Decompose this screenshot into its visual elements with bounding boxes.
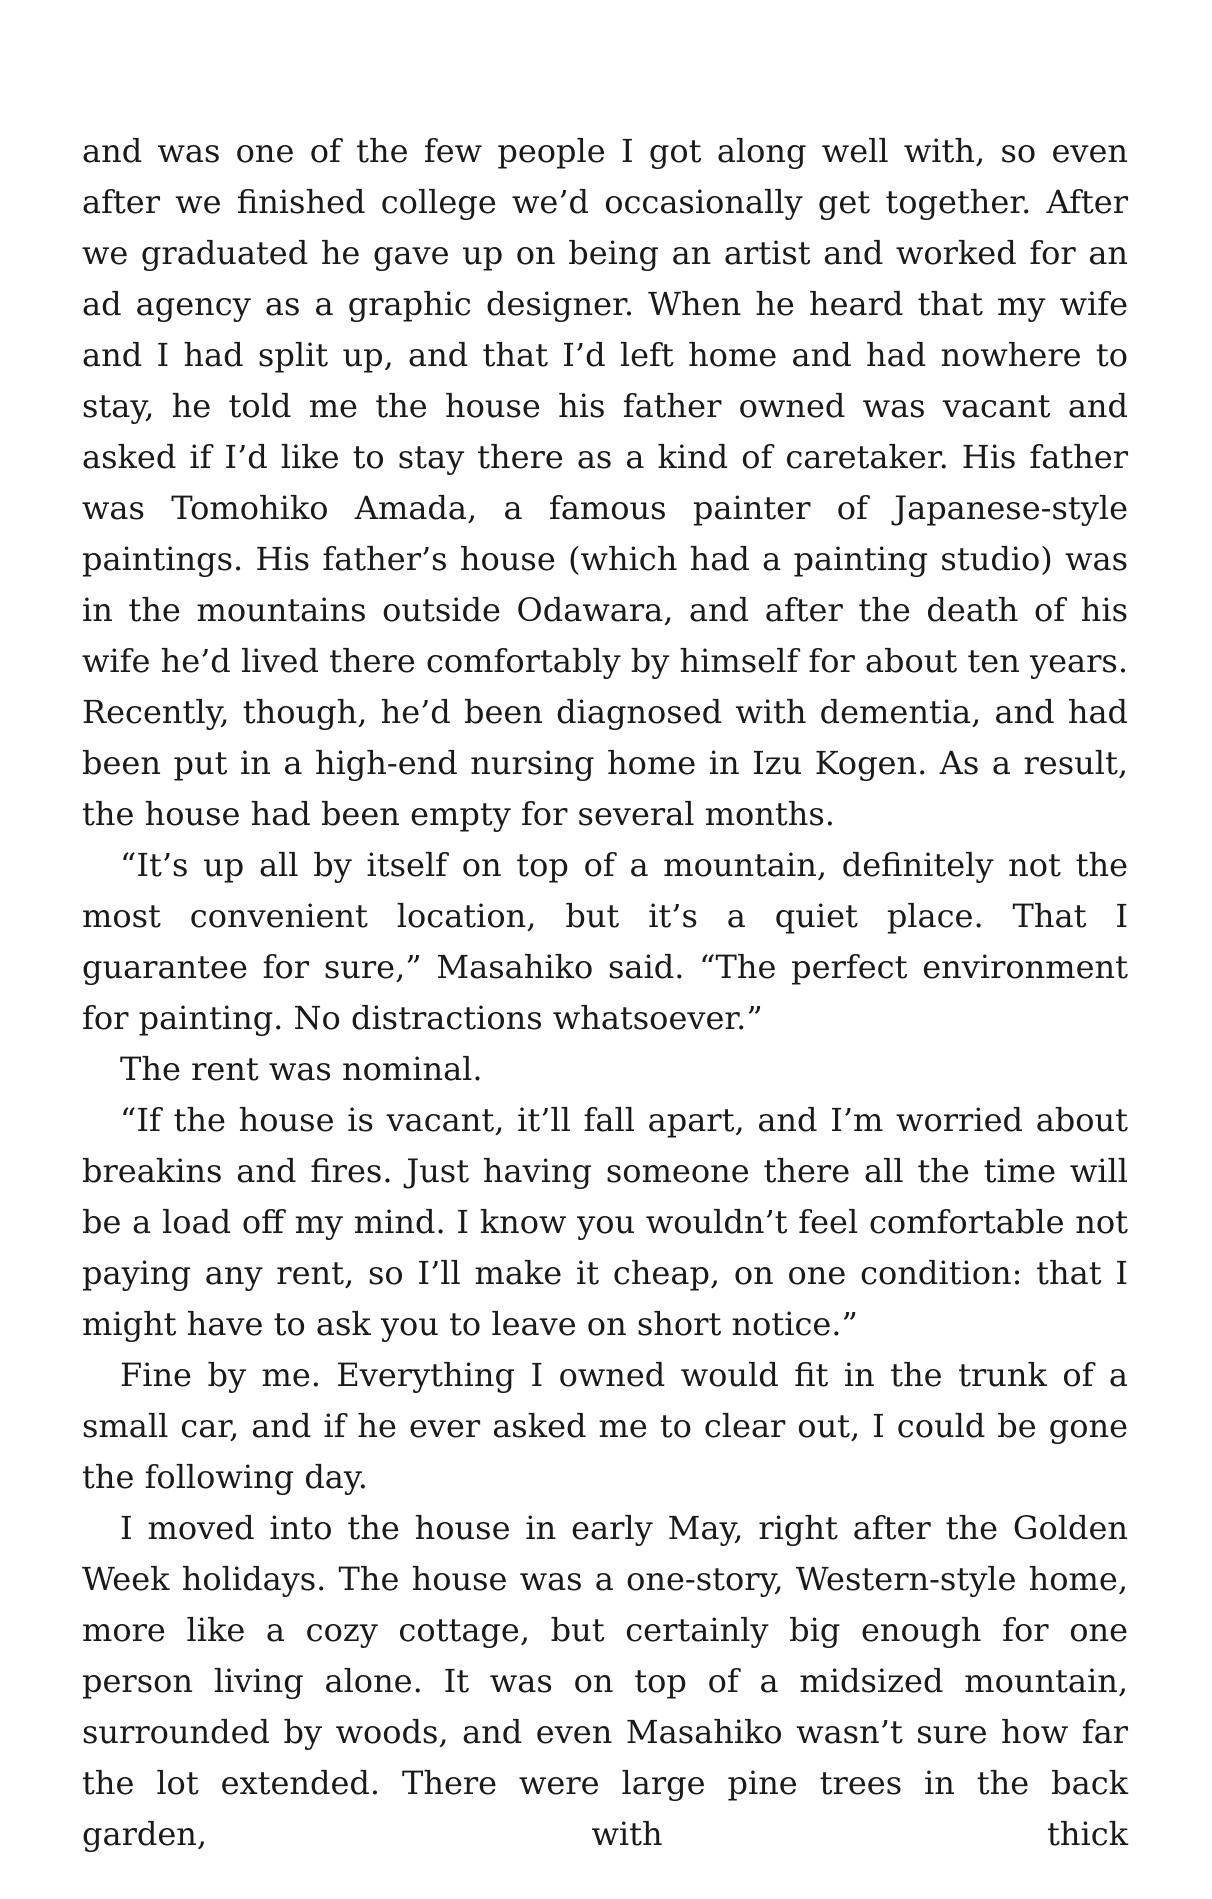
paragraph-fine-by-me: Fine by me. Everything I owned would fit in the trunk of a small car, and if he ever asked me to clear out, I could be gone the following day. bbox=[82, 1356, 1128, 1496]
paragraph-moved-in: I moved into the house in early May, right after the Golden Week holidays. The house was a one-story, Western-style home, more like a cozy cottage, but certainly big enough for one person living alone. It was on top of a midsized mountain, surrounded by woods, and even Masahiko wasn’t sure how far the lot extended. There were large pine trees in the back garden, with thick bbox=[82, 1509, 1128, 1853]
paragraph-rent: The rent was nominal. bbox=[120, 1050, 483, 1088]
paragraph-masahiko-quote: “It’s up all by itself on top of a mountain, definitely not the most convenient location, but it’s a quiet place. That I guarantee for sure,” Masahiko said. “The perfect environment for painting. No distractions whatsoever.” bbox=[82, 846, 1128, 1037]
paragraph-continuation: and was one of the few people I got along well with, so even after we finished college we’d occasionally get together. After we graduated he gave up on being an artist and worked for an ad agency as a graphic designer. When he heard that my wife and I had split up, and that I’d left home and had nowhere to stay, he told me the house his father owned was vacant and asked if I’d like to stay there as a kind of caretaker. His father was Tomohiko Amada, a famous painter of Japanese-style paintings. His father’s house (which had a painting studio) was in the mountains outside Odawara, and after the death of his wife he’d lived there comfortably by himself for about ten years. Recently, though, he’d been diagnosed with dementia, and had been put in a high-end nursing home in Izu Kogen. As a result, the house had been empty for several months. bbox=[82, 132, 1128, 833]
body-text bbox=[82, 126, 1128, 1860]
paragraph-vacant-house-quote: “If the house is vacant, it’ll fall apart, and I’m worried about breakins and fires. Just having someone there all the time will be a load off my mind. I know you wouldn’t feel comfortable not paying any rent, so I’ll make it cheap, on one condition: that I might have to ask you to leave on short notice.” bbox=[82, 1101, 1128, 1343]
